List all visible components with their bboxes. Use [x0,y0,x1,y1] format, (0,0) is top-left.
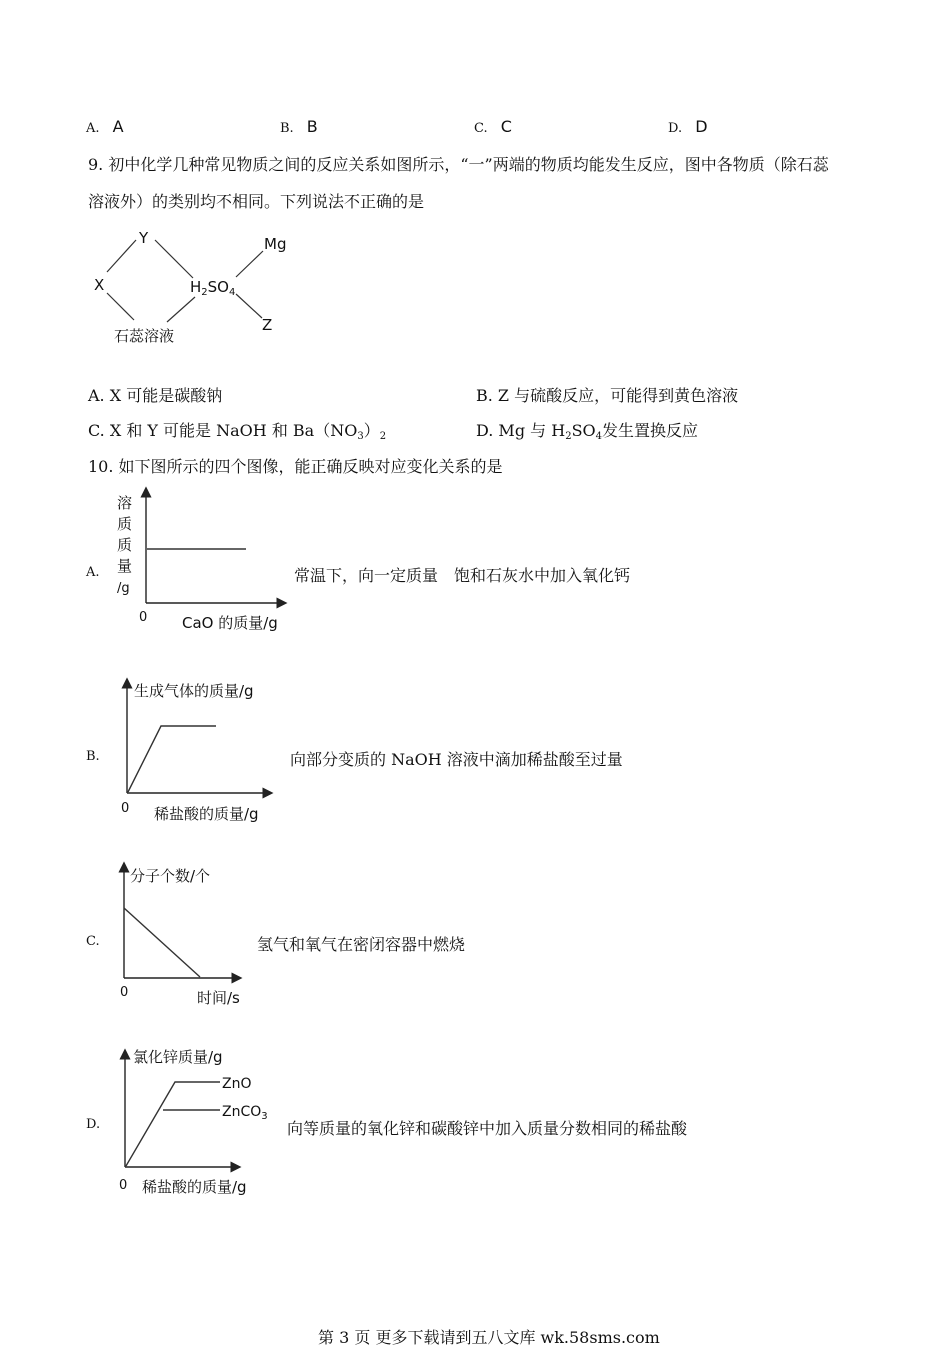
q9-option-c: C. X 和 Y 可能是 NaOH 和 $Ba(NO_3)_2$ [88,421,387,442]
graph-d-ylabel: 氯化锌质量/g [133,1048,223,1066]
q9-option-b: B. Z 与硫酸反应，可能得到黄色溶液 [476,386,739,405]
graph-c-ylabel: 分子个数/个 [130,867,211,885]
graph-c-xlabel: 时间/s [197,989,240,1007]
graph-b-origin: 0 [121,801,130,816]
graph-a-origin: 0 [139,610,148,625]
node-y: Y [139,229,149,247]
prev-option-d: D. D [668,117,708,136]
q9-option-a: A. X 可能是碳酸钠 [88,386,223,405]
page-footer: 第 3 页 更多下载请到五八文库 wk.58sms.com [318,1328,660,1347]
graph-a-ylabel-1: 溶 [117,494,133,512]
graph-a-xlabel: CaO 的质量/g [182,614,278,632]
graph-b-ylabel: 生成气体的质量/g [134,682,254,700]
q9-stem-line2: 溶液外）的类别均不相同。下列说法不正确的是 [88,192,425,211]
graph-d-origin: 0 [119,1178,128,1193]
graph-c-origin: 0 [120,985,129,1000]
graph-c-desc: 氢气和氧气在密闭容器中燃烧 [257,935,466,954]
graph-a-desc: 常温下，向一定质量 饱和石灰水中加入氧化钙 [294,566,631,585]
prev-option-c: C. C [474,117,512,136]
q9-stem-line1: 9. 初中化学几种常见物质之间的反应关系如图所示，“一”两端的物质均能发生反应，图中各物质（除石蕊 [88,155,829,174]
graph-c-letter: C. [86,934,100,949]
node-z: Z [262,316,273,334]
prev-option-b: B. B [280,117,318,136]
q10-stem: 10. 如下图所示的四个图像，能正确反映对应变化关系的是 [88,457,503,476]
graph-d-letter: D. [86,1117,101,1132]
node-h2so4: $H_2SO_4$ [190,278,236,298]
graph-a-letter: A. [86,565,100,580]
prev-option-a: A. A [86,117,124,136]
graph-b-desc: 向部分变质的 NaOH 溶液中滴加稀盐酸至过量 [290,750,623,769]
graph-d-line-zno [126,1082,220,1166]
graph-a-ylabel-4: 量 [117,557,133,575]
graph-b-letter: B. [86,749,100,764]
graph-a-ylabel-2: 质 [117,515,133,533]
node-mg: Mg [264,235,287,253]
q9-option-d: D. Mg 与 $H_2SO_4$发生置换反应 [476,421,699,442]
graph-d-label-znco3: ZnCO$_3$ [222,1104,268,1122]
graph-a-ylabel-3: 质 [117,536,133,554]
graph-d-desc: 向等质量的氧化锌和碳酸锌中加入质量分数相同的稀盐酸 [287,1119,688,1138]
node-x: X [94,276,105,294]
graph-a-yunit: /g [117,581,130,596]
graph-d-xlabel: 稀盐酸的质量/g [142,1178,247,1196]
graph-d-label-zno: ZnO [222,1076,252,1092]
node-litmus: 石蕊溶液 [114,327,175,345]
graph-b-xlabel: 稀盐酸的质量/g [154,805,259,823]
